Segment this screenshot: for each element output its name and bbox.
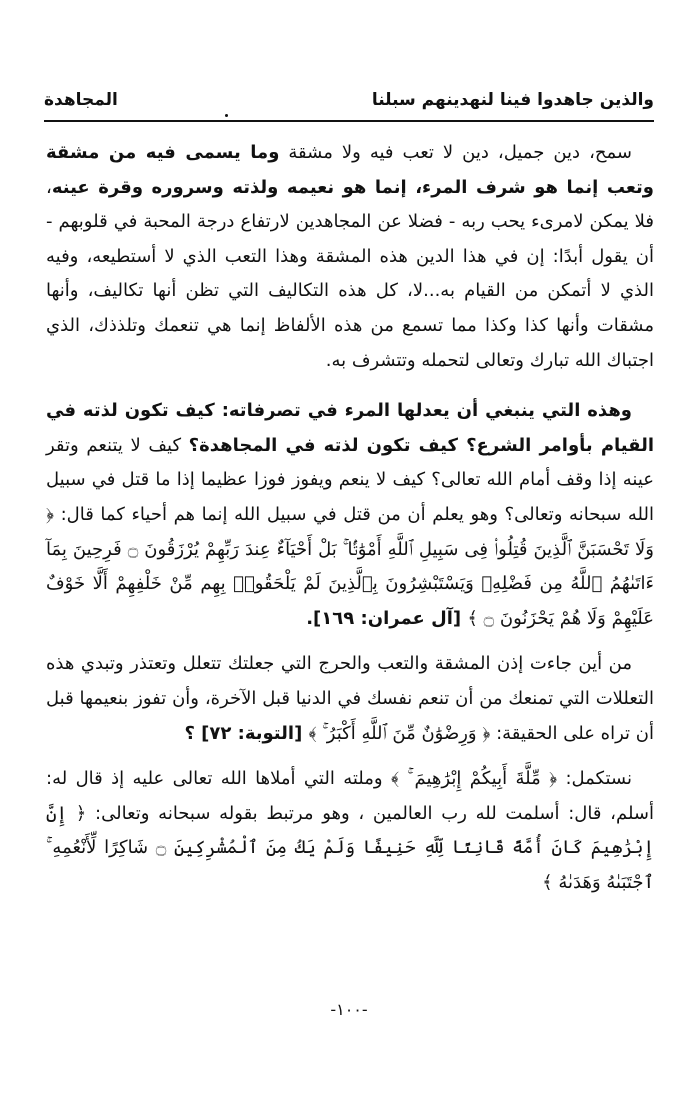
paragraph-2-text: كيف لا يتنعم وتقر عينه إذا وقف أمام الله تعالى؟ كيف لا ينعم ويفوز فوزا عظيما إذا ما قتل في سبيل الله سبحانه وتعالى؟ وهو يعلم أن من قتل في سبيل الله إنما هم أحياء كما قال: [46,434,654,525]
running-title: والذين جاهدوا فينا لنهدينهم سبلنا [371,90,654,110]
quran-verse: وَرِضْوَٰنٌ مِّنَ ٱللَّهِ أَكْبَرُ ۚ [316,722,483,744]
paragraph-1 [46,136,654,378]
quran-verse: إِنَّ إِبْرَٰهِيمَ كَانَ أُمَّةً قَانِتًا لِّلَّهِ حَنِيفًا وَلَمْ يَكُ مِنَ ٱلْمُشْرِكِينَ ۝ شَاكِرًا لِّأَنْعُمِهِ ۚ ٱجْتَبَىٰهُ وَهَدَىٰهُ [46,802,655,893]
paragraph-3-text: من أين جاءت إذن المشقة والتعب والحرج التي جعلتك تتعلل وتعتذر وتبدي هذه التعللات التي تمنعك من أن تنعم نفسك في الدنيا قبل الآخرة، وأن تفوز بنعيمها قبل أن تراه على الحقيقة: [46,653,654,744]
quran-bracket-close: ﴾ [542,871,553,893]
quran-verse: وَلَا تَحْسَبَنَّ ٱلَّذِينَ قُتِلُوا۟ فِى سَبِيلِ ٱللَّهِ أَمْوَٰتًۢا ۚ بَلْ أَحْيَآءٌ عِندَ رَبِّهِمْ يُرْزَقُونَ ۝ فَرِحِينَ بِمَآ ءَاتَىٰهُمُ ٱللَّهُ مِن فَضْلِهِۦ وَيَسْتَبْشِرُونَ بِٱلَّذِينَ لَمْ يَلْحَقُوا۟ بِهِم مِّنْ خَلْفِهِمْ أَلَّا خَوْفٌ عَلَيْهِمْ وَلَا هُمْ يَحْزَنُونَ ۝ [46,538,654,629]
paragraph-3 [46,647,654,751]
quran-bracket-open: ﴿ [482,722,491,744]
paragraph-4-text-2: وملته التي أملاها الله تعالى عليه إذ قال له: أسلم، قال: أسلمت لله رب العالمين ، وهو مرتبط بقوله سبحانه وتعالى: [46,768,654,824]
paragraph-2-bold-heading: وهذه التي ينبغي أن يعدلها المرء في تصرفاته: كيف تكون لذته في القيام بأوامر الشرع؟ كيف تكون لذته في المجاهدة؟ [46,400,655,456]
paragraph-4 [46,762,654,900]
quran-bracket-open: ﴿ [46,503,54,525]
header-divider [44,120,654,122]
page-number: -١٠٠- [330,1000,368,1019]
running-header [44,84,654,114]
header-dot [225,114,228,117]
quran-verse: مِّلَّةَ أَبِيكُمْ إِبْرَٰهِيمَ ۚ [398,768,550,790]
verse-reference: [آل عمران: ١٦٩]. [306,607,468,629]
paragraph-2 [46,394,654,636]
quran-bracket-close: ﴾ [308,722,317,744]
chapter-name: المجاهدة [44,90,118,110]
verse-reference: [التوبة: ٧٢] ؟ [184,722,309,744]
paragraph-1-bold-text: وما يسمى فيه من مشقة وتعب إنما هو شرف المرء، إنما هو نعيمه ولذته وسروره وقرة عينه [46,142,654,198]
quran-bracket-close: ﴾ [390,768,399,790]
quran-bracket-open: ﴿ [75,802,87,824]
body-text [46,136,654,900]
paragraph-4-text-1: نستكمل: [557,768,632,790]
quran-bracket-open: ﴿ [549,768,558,790]
paragraph-1-text-1: سمح، دين جميل، دين لا تعب فيه ولا مشقة [279,142,632,163]
quran-bracket-close: ﴾ [467,607,478,629]
paragraph-1-text-2: ، فلا يمكن لامرىء يحب ربه - فضلا عن المجاهدين لارتفاع درجة المحبة في قلوبهم - أن يقول أبدًا: إن في هذا الدين هذه المشقة وهذا التعب الذي لا أستطيعه، وفيه الذي لا أتمكن من القيام به...لا، كل هذه التكاليف التي تظن أنها تكاليف، وأنها مشقات وأنها كذا وكذا مما تسمع من هذه الألفاظ إنما هي تنعمك وتلذذك، الذي اجتباك الله تبارك وتعالى لتحمله وتتشرف به. [46,176,654,371]
